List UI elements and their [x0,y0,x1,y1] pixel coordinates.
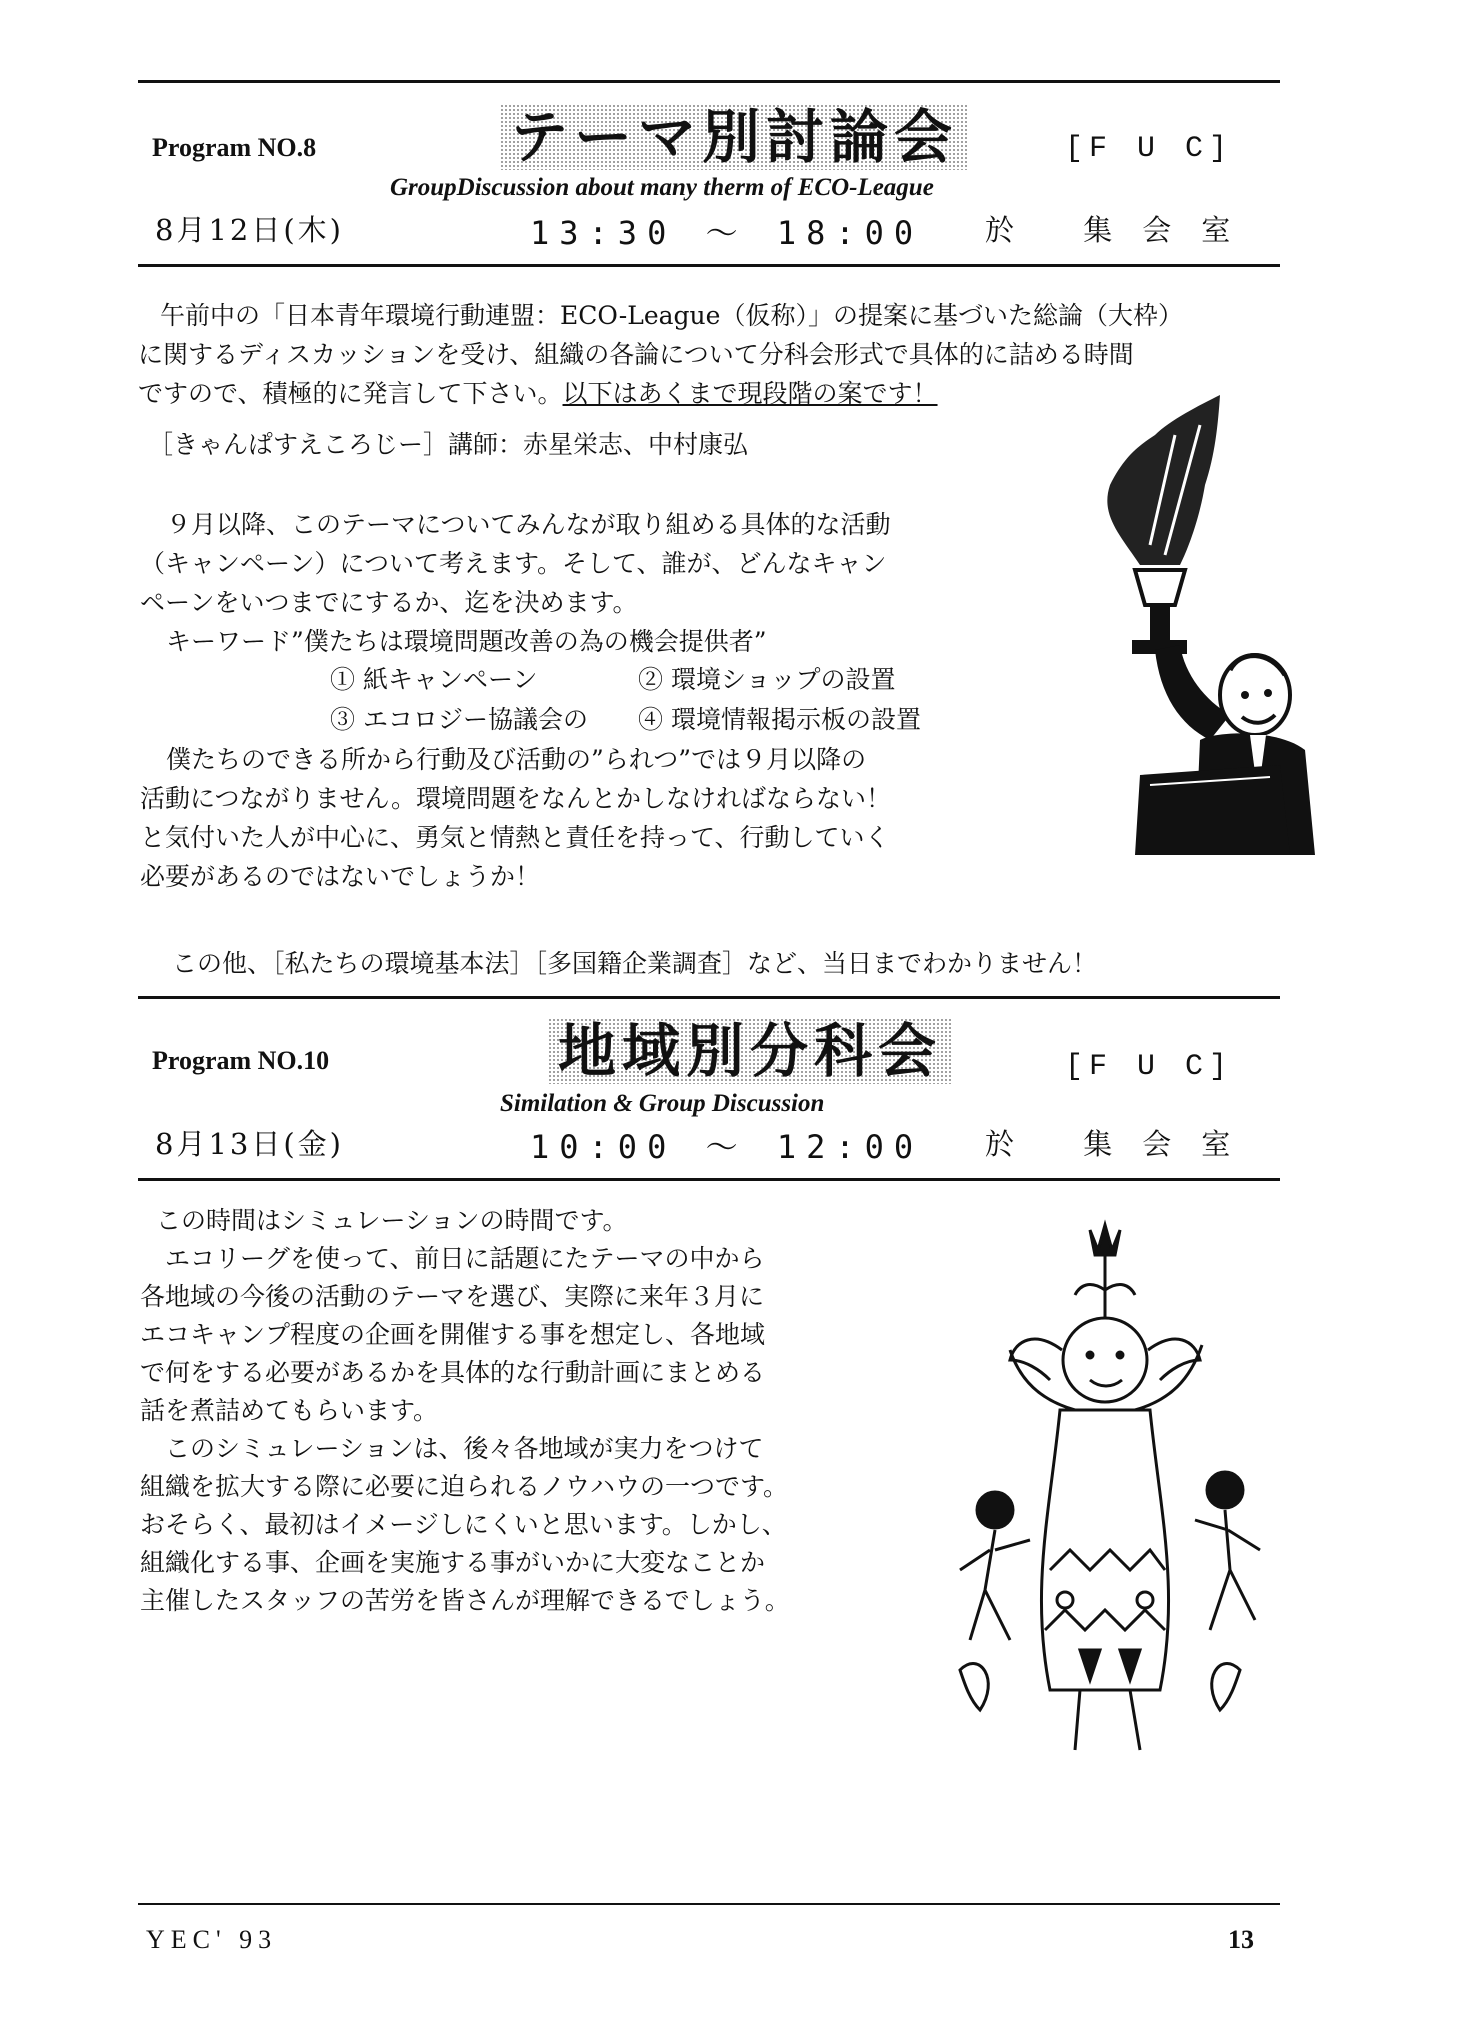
draft-notice: 以下はあくまで現段階の案です！ [562,379,938,408]
page-number: 13 [1228,1925,1254,1954]
section-subtitle: Similation & Group Discussion [500,1090,825,1117]
body-line: 各地域の今後の活動のテーマを選び、実際に来年３月に [140,1282,765,1311]
body-line: 主催したスタッフの苦労を皆さんが理解できるでしょう。 [140,1586,790,1615]
event-place: 於 集会室 [985,1127,1261,1161]
event-place: 於 集会室 [985,213,1261,247]
intro-line: に関するディスカッションを受け、組織の各論について分科会形式で具体的に詰める時間 [138,340,1134,369]
header-rule [138,1178,1280,1181]
body-line: おそらく、最初はイメージしにくいと思います。しかし、 [140,1510,787,1539]
body-line: 僕たちのできる所から行動及び活動の”られつ”では９月以降の [166,745,867,774]
simulation-paragraph [140,1202,980,1620]
body-line: エコリーグを使って、前日に話題にたテーマの中から [140,1244,765,1273]
section-divider-rule [138,996,1280,999]
dancer-illustration [940,1210,1270,1770]
campaign-heading: ［きゃんぱすえころじー］講師：赤星栄志、中村康弘 [148,430,749,459]
body-line: 組織を拡大する際に必要に迫られるノウハウの一つです。 [140,1472,789,1501]
body-paragraph-2 [140,740,1000,896]
event-date: 8月13日(金) [155,1127,344,1161]
item-4: ④ 環境情報掲示板の設置 [638,705,921,734]
keyword-line: キーワード”僕たちは環境問題改善の為の機会提供者” [166,627,767,656]
event-time: 13:30 ～ 18:00 [530,214,924,252]
other-topics-line: この他、［私たちの環境基本法］［多国籍企業調査］など、当日までわかりません！ [172,949,1098,978]
event-date: 8月12日(木) [155,213,344,247]
item-3: ③ エコロジー協議会の [330,705,588,734]
body-line: エコキャンプ程度の企画を開催する事を想定し、各地域 [140,1320,766,1349]
top-rule [138,80,1280,83]
intro-line: 午前中の「日本青年環境行動連盟：ECO-League（仮称）」の提案に基づいた総論（大枠） [160,301,1183,330]
body-line: 話を煮詰めてもらいます。 [140,1396,439,1425]
program-number: Program NO.8 [152,133,317,162]
speaker-illustration [1080,395,1320,855]
body-line: （キャンペーン）について考えます。そして、誰が、どんなキャン [140,549,887,578]
footer-label: YEC' 93 [146,1925,278,1954]
section-title: テーマ別討論会 [500,104,968,170]
body-line: ペーンをいつまでにするか、迄を決めます。 [140,588,638,617]
item-2: ② 環境ショップの設置 [638,665,896,694]
intro-line: ですので、積極的に発言して下さい。以下はあくまで現段階の案です！ [138,379,938,408]
body-line: この時間はシミュレーションの時間です。 [156,1206,628,1235]
body-line: このシミュレーションは、後々各地域が実力をつけて [140,1434,764,1463]
body-paragraph-1 [140,505,990,661]
body-line: 活動につながりません。環境問題をなんとかしなければならない！ [140,784,892,813]
item-1: ① 紙キャンペーン [330,665,538,694]
body-line: 必要があるのではないでしょうか！ [140,862,541,891]
section-subtitle: GroupDiscussion about many therm of ECO-League [390,174,934,201]
body-line: ９月以降、このテーマについてみんなが取り組める具体的な活動 [166,510,891,539]
program-number: Program NO.10 [152,1046,330,1075]
organizer-label: [F U C] [1065,1050,1234,1084]
header-rule [138,264,1280,267]
body-line: と気付いた人が中心に、勇気と情熱と責任を持って、行動していく [140,823,890,852]
organizer-label: [F U C] [1065,132,1234,166]
event-time: 10:00 ～ 12:00 [530,1128,924,1166]
footer-rule [138,1903,1280,1905]
body-line: で何をする必要があるかを具体的な行動計画にまとめる [140,1358,766,1387]
section-title: 地域別分科会 [548,1018,952,1084]
body-line: 組織化する事、企画を実施する事がいかに大変なことか [140,1548,766,1577]
